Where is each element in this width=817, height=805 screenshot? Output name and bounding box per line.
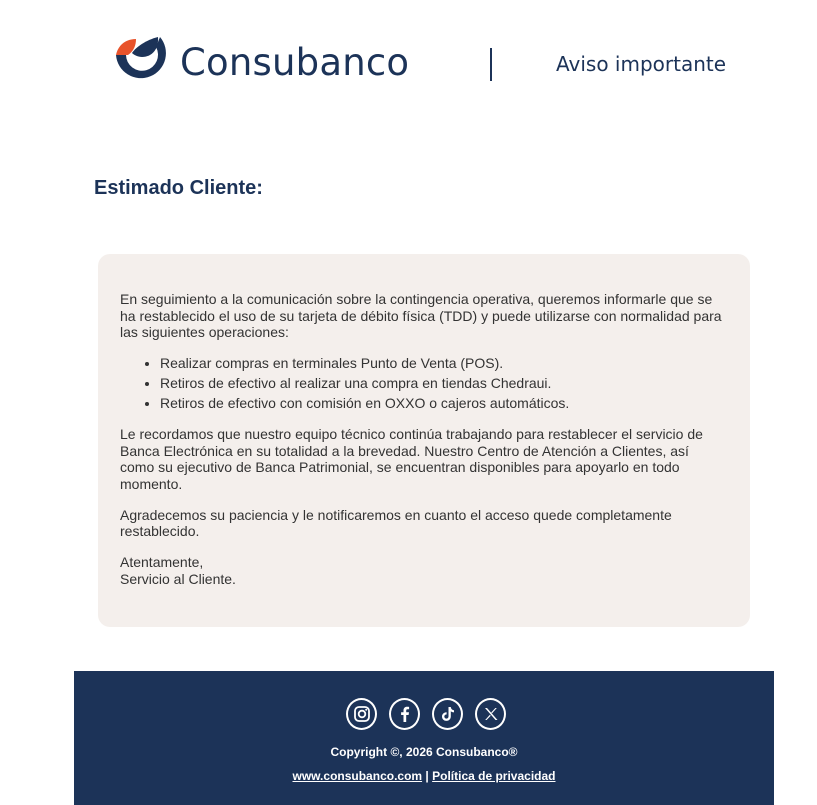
email-footer — [74, 671, 774, 805]
message-body — [120, 291, 726, 587]
signature-text: Servicio al Cliente. — [120, 570, 236, 587]
list-item: • Retiros de efectivo con comisión en OXXO o cajeros automáticos. — [160, 395, 726, 412]
support-paragraph: Le recordamos que nuestro equipo técnico continúa trabajando para restablecer el servicio de Banca Electrónica en su totalidad a la brevedad. Nuestro Centro de Atención a Clientes, así como su ejecutivo de Banca Patrimonial, se encuentran disponibles para apoyarlo en todo momento. — [120, 425, 703, 492]
closing-text: Atentamente, — [120, 554, 204, 571]
brand-name: Consubanco — [180, 41, 410, 84]
greeting-heading: Estimado Cliente: — [94, 177, 263, 199]
message-card — [98, 254, 750, 627]
header-tagline: Aviso importante — [556, 52, 727, 76]
footer-links — [74, 769, 774, 783]
website-link[interactable]: www.consubanco.com — [292, 769, 423, 783]
list-item: • Retiros de efectivo al realizar una compra en tiendas Chedraui. — [160, 375, 726, 392]
instagram-icon[interactable] — [346, 698, 377, 730]
intro-paragraph: En seguimiento a la comunicación sobre la contingencia operativa, queremos informarle que se ha restablecido el uso de su tarjeta de débito física (TDD) y puede utilizarse con normalidad para las siguientes operaciones: — [120, 291, 722, 341]
x-icon[interactable] — [475, 698, 506, 730]
thanks-paragraph: Agradecemos su paciencia y le notificaremos en cuanto el acceso quede completamente restablecido. — [120, 506, 672, 540]
consubanco-logo-icon — [112, 35, 172, 91]
privacy-policy-link[interactable]: Política de privacidad — [432, 769, 556, 783]
facebook-icon[interactable] — [389, 698, 420, 730]
email-header — [0, 0, 817, 130]
header-divider — [490, 48, 492, 81]
operations-list — [120, 355, 726, 412]
link-separator: | — [425, 769, 429, 783]
list-item: • Realizar compras en terminales Punto de Venta (POS). — [160, 355, 726, 372]
copyright-text: Copyright ©, 2026 Consubanco® — [330, 745, 518, 759]
tiktok-icon[interactable] — [432, 698, 463, 730]
social-links — [346, 698, 506, 730]
consubanco-logo — [112, 35, 412, 91]
